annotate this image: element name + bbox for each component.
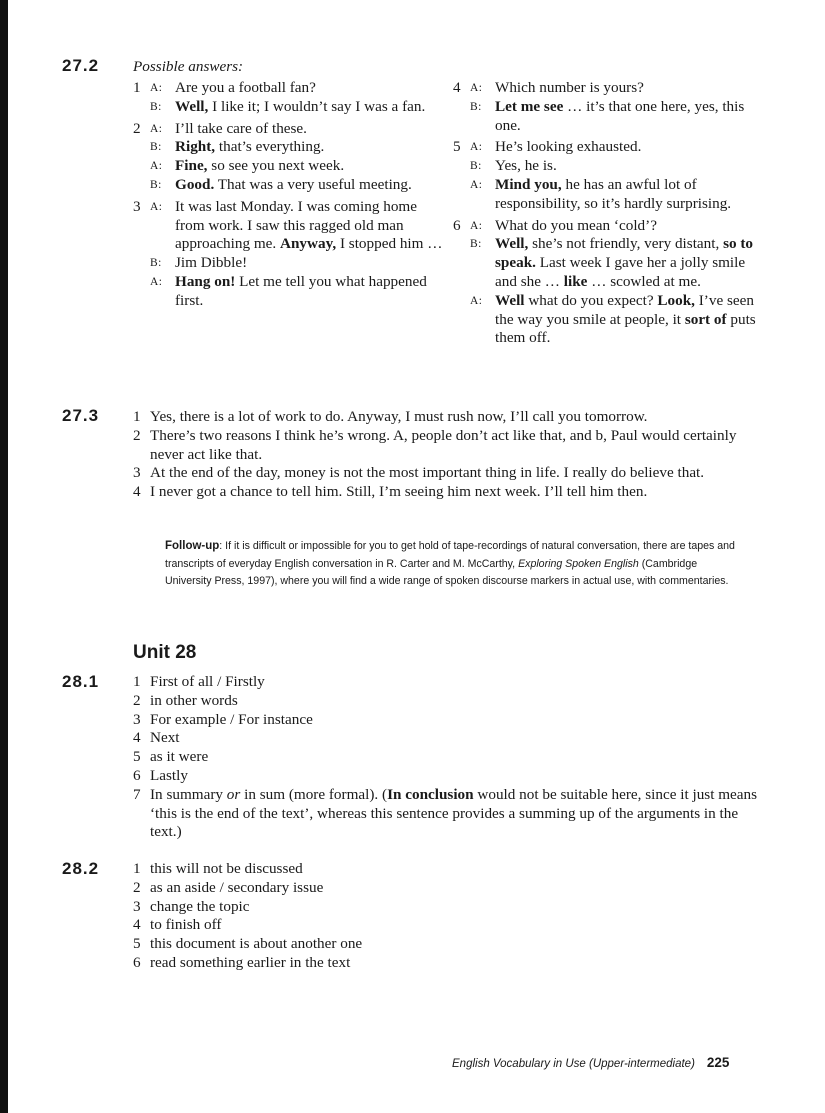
answer-list-27-3 xyxy=(133,408,758,502)
item-number: 7 xyxy=(133,785,141,803)
item-number: 4 xyxy=(453,79,461,96)
answer-list-28-1 xyxy=(133,673,758,842)
page-edge-shadow xyxy=(0,0,8,1113)
speaker-label: A: xyxy=(470,141,483,154)
text-run: Next xyxy=(150,729,180,747)
followup-label: Follow-up xyxy=(165,540,220,552)
list-item-text xyxy=(150,729,758,748)
text-run: … scowled at me. xyxy=(587,272,701,290)
followup-note xyxy=(165,538,745,591)
bold-marker-text: Well xyxy=(495,291,525,309)
item-number: 3 xyxy=(133,897,141,915)
item-number: 5 xyxy=(453,138,461,156)
list-item-text: At the end of the day, money is not the most important thing in life. I really do believe that. xyxy=(150,464,705,482)
text-run: … it’s that one here, yes, this one. xyxy=(495,97,745,134)
list-item-text: this will not be discussed xyxy=(150,860,303,877)
item-number: 2 xyxy=(133,426,141,444)
speaker-label: B: xyxy=(150,141,162,154)
text-run: I’ll take care of these. xyxy=(175,119,307,137)
text-run: He’s looking exhausted. xyxy=(495,138,642,156)
section-number-28-2: 28.2 xyxy=(62,859,100,878)
text-run: For example / For instance xyxy=(150,710,313,728)
item-number: 4 xyxy=(133,916,141,934)
speaker-label: A: xyxy=(470,294,483,307)
list-item-text: I never got a chance to tell him. Still, I’m seeing him next week. I’ll tell him then. xyxy=(150,483,648,501)
answer-list-28-2 xyxy=(133,860,758,973)
dialogue-line xyxy=(453,138,763,157)
section-number-28-1: 28.1 xyxy=(62,672,100,691)
text-run: What do you mean ‘cold’? xyxy=(495,216,657,234)
dialogue-text xyxy=(495,79,763,98)
text-run: Last week I gave her a jolly smile and she … xyxy=(495,254,746,290)
dialogue-line xyxy=(453,157,763,176)
item-number: 3 xyxy=(133,710,141,728)
followup-book-title: Exploring Spoken English xyxy=(518,557,639,570)
unit-heading: Unit 28 xyxy=(133,642,197,663)
dialogue-line xyxy=(453,217,763,236)
list-item-text: this document is about another one xyxy=(150,935,363,953)
list-item-text: Yes, there is a lot of work to do. Anyway, I must rush now, I’ll call you tomorrow. xyxy=(150,408,648,425)
followup-text-a: : If it is difficult or impossible for you to get hold of tape-recordings of natural conversation, there are tapes and transcripts of everyday English conversation in R. Carter and M. McCarthy, xyxy=(165,540,735,570)
dialogue-item xyxy=(133,198,443,311)
text-run: Are you a football fan? xyxy=(175,79,316,96)
list-item-text: There’s two reasons I think he’s wrong. A, people don’t act like that, and b, Paul would certainly never act like that. xyxy=(150,426,737,463)
text-run: In summary xyxy=(150,785,227,803)
text-run: I stopped him … xyxy=(336,235,443,253)
text-run: as it were xyxy=(150,748,209,766)
text-run: she’s not friendly, very distant, xyxy=(528,235,724,253)
list-item-text xyxy=(150,711,758,730)
bold-marker-text: like xyxy=(563,272,588,290)
dialogue-column-left xyxy=(133,79,443,314)
item-number: 1 xyxy=(133,79,141,96)
dialogue-line xyxy=(133,138,443,157)
list-item-text: change the topic xyxy=(150,897,250,915)
list-item-text xyxy=(150,692,758,711)
text-run: It was last Monday. I was coming home from work. I saw this ragged old man approaching me. xyxy=(175,197,417,253)
list-item xyxy=(133,935,758,954)
item-number: 6 xyxy=(453,216,461,234)
dialogue-text xyxy=(175,98,443,117)
dialogue-line xyxy=(453,292,763,348)
dialogue-line xyxy=(453,79,763,98)
dialogue-text xyxy=(495,217,763,236)
list-item xyxy=(133,711,758,730)
item-number: 6 xyxy=(133,953,141,971)
list-item-text xyxy=(150,767,758,786)
speaker-label: A: xyxy=(150,160,163,173)
dialogue-text xyxy=(495,176,763,214)
bold-marker-text: Anyway, xyxy=(280,235,337,253)
item-number: 5 xyxy=(133,935,141,953)
item-number: 4 xyxy=(133,729,141,747)
text-run: First of all / Firstly xyxy=(150,673,265,690)
bold-marker-text: sort of xyxy=(684,310,727,328)
dialogue-item xyxy=(133,79,443,117)
dialogue-line xyxy=(453,98,763,136)
list-item xyxy=(133,748,758,767)
dialogue-text xyxy=(495,235,763,291)
item-number: 1 xyxy=(133,408,141,425)
bold-marker-text: Right, xyxy=(175,138,216,156)
dialogue-text xyxy=(175,138,443,157)
dialogue-text xyxy=(175,79,443,98)
list-item xyxy=(133,916,758,935)
text-run: Lastly xyxy=(150,766,188,784)
item-number: 2 xyxy=(133,691,141,709)
dialogue-text xyxy=(495,138,763,157)
text-run: I’ve seen the way you smile at people, it xyxy=(495,291,754,328)
list-item xyxy=(133,954,758,973)
bold-marker-text: Fine, xyxy=(175,157,208,175)
list-item xyxy=(133,860,758,879)
dialogue-line xyxy=(133,198,443,254)
text-run: or xyxy=(226,785,241,803)
bold-marker-text: Let me see xyxy=(495,97,564,115)
bold-marker-text: Hang on! xyxy=(175,272,236,290)
item-number: 1 xyxy=(133,673,141,690)
dialogue-line xyxy=(133,120,443,139)
text-run: he has an awful lot of responsibility, so it’s hardly surprising. xyxy=(495,175,732,212)
dialogue-item xyxy=(133,120,443,195)
speaker-label: A: xyxy=(150,200,163,213)
list-item xyxy=(133,408,758,427)
bold-marker-text: so to speak. xyxy=(495,235,754,272)
item-number: 3 xyxy=(133,464,141,482)
speaker-label: A: xyxy=(470,82,483,94)
dialogue-text xyxy=(175,198,443,254)
list-item-text xyxy=(150,673,758,692)
dialogue-text xyxy=(175,176,443,195)
list-item xyxy=(133,464,758,483)
dialogue-line xyxy=(453,235,763,291)
bold-marker-text: Well, xyxy=(175,97,209,115)
text-run: I like it; I wouldn’t say I was a fan. xyxy=(208,97,426,115)
text-run: in sum (more formal). ( xyxy=(240,785,388,803)
dialogue-line xyxy=(133,273,443,311)
text-run: what do you expect? xyxy=(524,291,658,309)
dialogue-line xyxy=(133,79,443,98)
dialogue-text xyxy=(175,157,443,176)
dialogue-line xyxy=(133,157,443,176)
item-number: 2 xyxy=(133,878,141,896)
dialogue-item xyxy=(453,79,763,135)
dialogue-column-right xyxy=(453,79,763,351)
speaker-label: A: xyxy=(470,219,483,232)
speaker-label: B: xyxy=(150,100,162,113)
text-run: Jim Dibble! xyxy=(175,254,248,272)
text-run: Yes, he is. xyxy=(495,157,557,175)
text-run: that’s everything. xyxy=(215,138,325,156)
dialogue-text xyxy=(175,120,443,139)
speaker-label: B: xyxy=(150,257,162,270)
list-item xyxy=(133,898,758,917)
speaker-label: B: xyxy=(470,100,482,113)
dialogue-item xyxy=(453,138,763,213)
list-item-text: read something earlier in the text xyxy=(150,953,351,971)
speaker-label: A: xyxy=(150,122,163,135)
bold-marker-text: Look, xyxy=(657,291,695,309)
speaker-label: A: xyxy=(150,275,163,288)
list-item xyxy=(133,483,758,502)
dialogue-text xyxy=(495,98,763,136)
list-item xyxy=(133,786,758,842)
dialogue-text xyxy=(175,254,443,273)
item-number: 6 xyxy=(133,766,141,784)
bold-marker-text: In conclusion xyxy=(387,785,474,803)
section-number-27-2: 27.2 xyxy=(62,56,100,75)
speaker-label: B: xyxy=(470,238,482,251)
item-number: 3 xyxy=(133,197,141,215)
dialogue-text xyxy=(495,292,763,348)
dialogue-line xyxy=(133,254,443,273)
list-item-text xyxy=(150,786,758,842)
dialogue-line xyxy=(133,98,443,117)
dialogue-text xyxy=(495,157,763,176)
text-run: puts them off. xyxy=(495,310,756,347)
text-run: Let me tell you what happened first. xyxy=(175,272,427,309)
text-run: Which number is yours? xyxy=(495,79,644,96)
text-run: in other words xyxy=(150,691,238,709)
footer-book-title: English Vocabulary in Use (Upper-intermediate) xyxy=(452,1058,695,1070)
speaker-label: A: xyxy=(470,178,483,191)
dialogue-item xyxy=(453,217,763,349)
text-run: so see you next week. xyxy=(207,157,345,175)
list-item xyxy=(133,729,758,748)
item-number: 1 xyxy=(133,860,141,877)
section-number-27-3: 27.3 xyxy=(62,406,100,425)
list-item xyxy=(133,879,758,898)
item-number: 5 xyxy=(133,748,141,766)
list-item xyxy=(133,427,758,465)
list-item-text xyxy=(150,748,758,767)
list-item-text: to finish off xyxy=(150,916,222,934)
bold-marker-text: Good. xyxy=(175,175,215,193)
page-footer xyxy=(452,1054,729,1072)
page-number: 225 xyxy=(706,1055,730,1070)
list-item-text: as an aside / secondary issue xyxy=(150,878,324,896)
speaker-label: B: xyxy=(470,160,482,173)
speaker-label: B: xyxy=(150,178,162,191)
bold-marker-text: Well, xyxy=(495,235,529,253)
list-item xyxy=(133,692,758,711)
dialogue-text xyxy=(175,273,443,311)
followup-text-b: (Cambridge University Press, 1997), where you will find a wide range of spoken discourse markers in actual use, with commentaries. xyxy=(165,557,729,587)
dialogue-line xyxy=(453,176,763,214)
item-number: 2 xyxy=(133,119,141,137)
text-run: would not be suitable here, since it just means ‘this is the end of the text’, whereas this sentence provides a summing up of the arguments in the text.) xyxy=(150,785,758,841)
list-item xyxy=(133,767,758,786)
bold-marker-text: Mind you, xyxy=(495,175,562,193)
text-run: That was a very useful meeting. xyxy=(214,175,412,193)
section-intro: Possible answers: xyxy=(133,58,244,75)
speaker-label: A: xyxy=(150,82,163,94)
list-item xyxy=(133,673,758,692)
dialogue-line xyxy=(133,176,443,195)
item-number: 4 xyxy=(133,483,141,501)
